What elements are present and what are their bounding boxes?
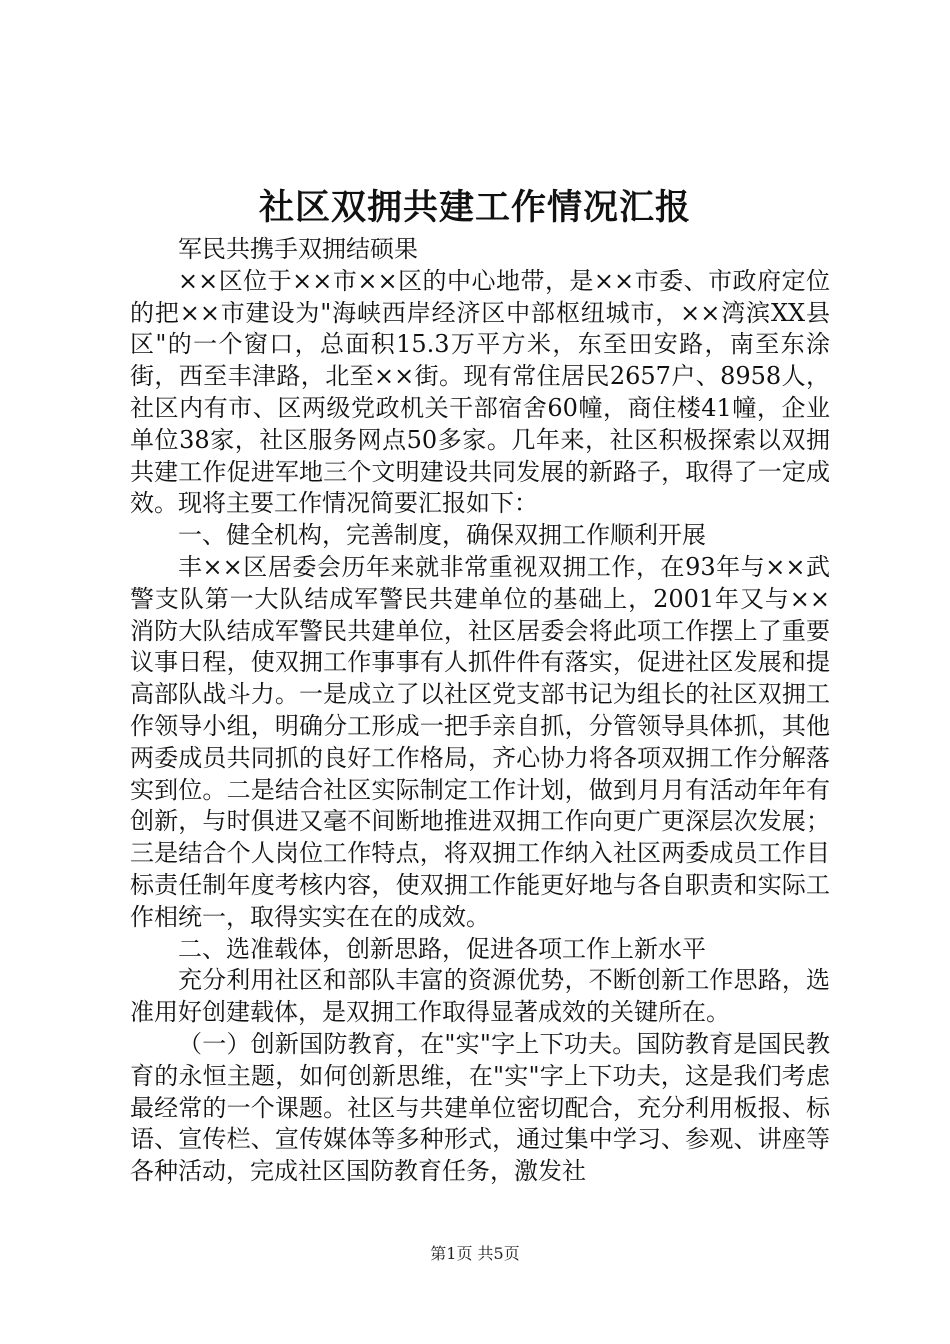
section-heading-2: 二、选准载体，创新思路，促进各项工作上新水平 (178, 934, 706, 963)
paragraph-subtitle: 军民共携手双拥结硕果 (178, 235, 418, 263)
paragraph-subsection-1: （一）创新国防教育，在"实"字上下功夫。国防教育是国民教育的永恒主题，如何创新思维，在"实"字上下功夫，这是我们考虑最经常的一个课题。社区与共建单位密切配合，充分利用板报、标语、宣传栏、宣传媒体等多种形式，通过集中学习、参观、讲座等各种活动，完成社区国防教育任务，激发社 (130, 1029, 830, 1186)
paragraph-section-1: 丰××区居委会历年来就非常重视双拥工作，在93年与××武警支队第一大队结成军警民共建单位的基础上，2001年又与××消防大队结成军警民共建单位，社区居委会将此项工作摆上了重要议事日程，使双拥工作事事有人抓件件有落实，促进社区发展和提高部队战斗力。一是成立了以社区党支部书记为组长的社区双拥工作领导小组，明确分工形成一把手亲自抓，分管领导具体抓，其他两委成员共同抓的良好工作格局，齐心协力将各项双拥工作分解落实到位。二是结合社区实际制定工作计划，做到月月有活动年年有创新，与时俱进又毫不间断地推进双拥工作向更广更深层次发展；三是结合个人岗位工作特点，将双拥工作纳入社区两委成员工作目标责任制年度考核内容，使双拥工作能更好地与各自职责和实际工作相统一，取得实实在在的成效。 (130, 552, 830, 931)
page-footer: 第1页 共5页 (430, 1244, 520, 1263)
document-title: 社区双拥共建工作情况汇报 (258, 187, 691, 228)
document-body (130, 234, 830, 1188)
paragraph-intro: ××区位于××市××区的中心地带，是××市委、市政府定位的把××市建设为"海峡西岸经济区中部枢纽城市，××湾滨XX县区"的一个窗口，总面积15.3万平方米，东至田安路，南至东涂街，西至丰津路，北至××街。现有常住居民2657户、8958人，社区内有市、区两级党政机关干部宿舍60幢，商住楼41幢，企业单位38家，社区服务网点50多家。几年来，社区积极探索以双拥共建工作促进军地三个文明建设共同发展的新路子，取得了一定成效。现将主要工作情况简要汇报如下： (130, 266, 830, 518)
paragraph-section-2: 充分利用社区和部队丰富的资源优势，不断创新工作思路，选准用好创建载体，是双拥工作取得显著成效的关键所在。 (130, 966, 830, 1027)
section-heading-1: 一、健全机构，完善制度，确保双拥工作顺利开展 (178, 521, 706, 550)
